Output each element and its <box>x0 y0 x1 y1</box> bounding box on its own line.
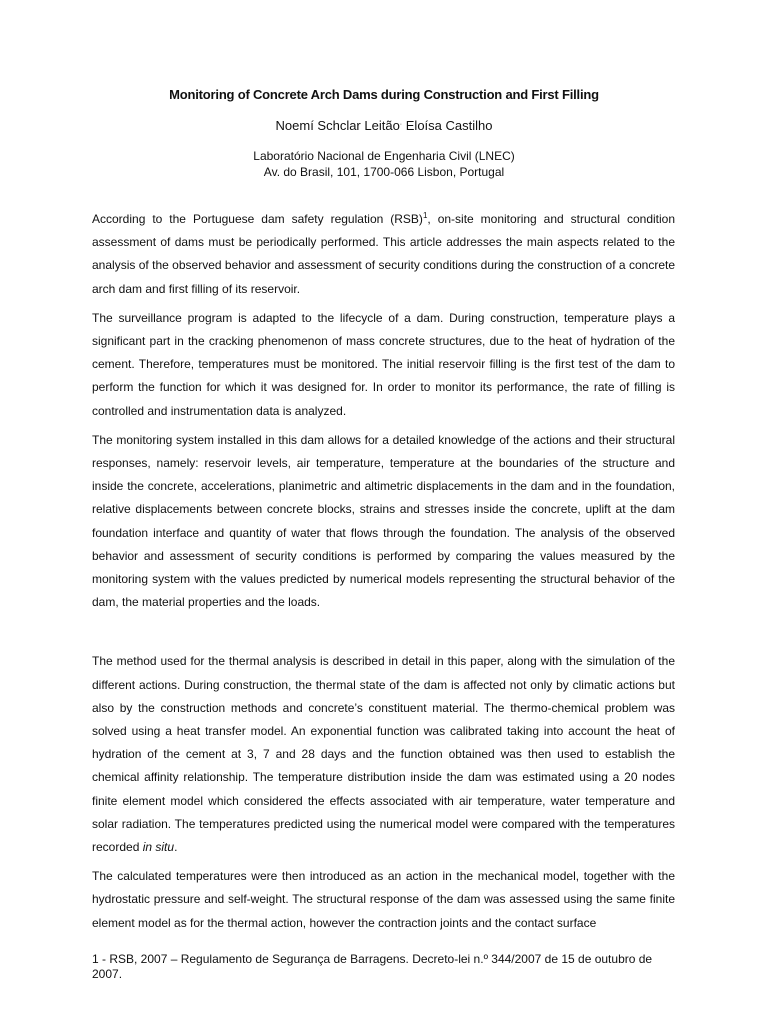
paragraph-text: , on-site monitoring and structural condition assessment of dams must be periodically performed. This article addresses the main aspects related to the analysis of the observed behavior and assessment of security conditions during the construction of a concrete arch dam and first filling of its reservoir. <box>92 212 675 296</box>
paragraph: The surveillance program is adapted to the lifecycle of a dam. During construction, temperature plays a significant part in the cracking phenomenon of mass concrete structures, due to the heat of hydration of the cement. Therefore, temperatures must be monitored. The initial reservoir filling is the first test of the dam to perform the function for which it was designed for. In order to monitor its performance, the rate of filling is controlled and instrumentation data is analyzed. <box>92 310 675 418</box>
affiliation-address: Av. do Brasil, 101, 1700-066 Lisbon, Portugal <box>263 165 505 179</box>
paragraph-text: According to the Portuguese dam safety regulation (RSB) <box>92 212 423 226</box>
paragraph: The monitoring system installed in this dam allows for a detailed knowledge of the actions and their structural responses, namely: reservoir levels, air temperature, temperature at the boundaries of the structure and inside the concrete, accelerations, planimetric and altimetric displacements in the dam and in the foundation, relative displacements between concrete blocks, strains and stresses inside the concrete, uplift at the dam foundation interface and quantity of water that flows through the foundation. The analysis of the observed behavior and assessment of security conditions is performed by comparing the values measured by the monitoring system with the values predicted by numerical models representing the structural behavior of the dam, the material properties and the loads. <box>92 432 675 610</box>
paragraph <box>92 650 675 859</box>
italic-term: in situ <box>142 840 175 855</box>
paper-title: Monitoring of Concrete Arch Dams during Construction and First Filling <box>169 87 599 102</box>
paragraph-text: . <box>174 840 178 855</box>
author-name: Eloísa Castilho <box>405 118 493 133</box>
paragraph <box>92 208 675 301</box>
affiliation-institution: Laboratório Nacional de Engenharia Civil (LNEC) <box>253 149 515 163</box>
author-name: Noemí Schclar Leitão <box>275 118 400 133</box>
paragraph: The calculated temperatures were then introduced as an action in the mechanical model, together with the hydrostatic pressure and self-weight. The structural response of the dam was assessed using the same finite element model as for the thermal action, however the contraction joints and the contact surface <box>92 869 675 930</box>
footnote: 1 - RSB, 2007 – Regulamento de Segurança de Barragens. Decreto-lei n.º 344/2007 de 15 de outubro de 2007. <box>92 952 653 981</box>
affiliation <box>0 148 768 180</box>
author-line <box>0 118 768 133</box>
body-text <box>92 208 675 936</box>
paragraph-text: The method used for the thermal analysis is described in detail in this paper, along with the simulation of the different actions. During construction, the thermal state of the dam is affected not only by climatic actions but also by the construction methods and concrete’s constituent material. The thermo-chemical problem was solved using a heat transfer model. An exponential function was calibrated taking into account the heat of hydration of the cement at 3, 7 and 28 days and the function obtained was then used to establish the chemical affinity relationship. The temperature distribution inside the dam was estimated using a 20 nodes finite element model which considered the effects associated with air temperature, water temperature and solar radiation. The temperatures predicted using the numerical model were compared with the temperatures recorded <box>92 654 675 855</box>
footnote-marker: 1 <box>422 211 428 220</box>
author-separator: · <box>399 121 403 128</box>
